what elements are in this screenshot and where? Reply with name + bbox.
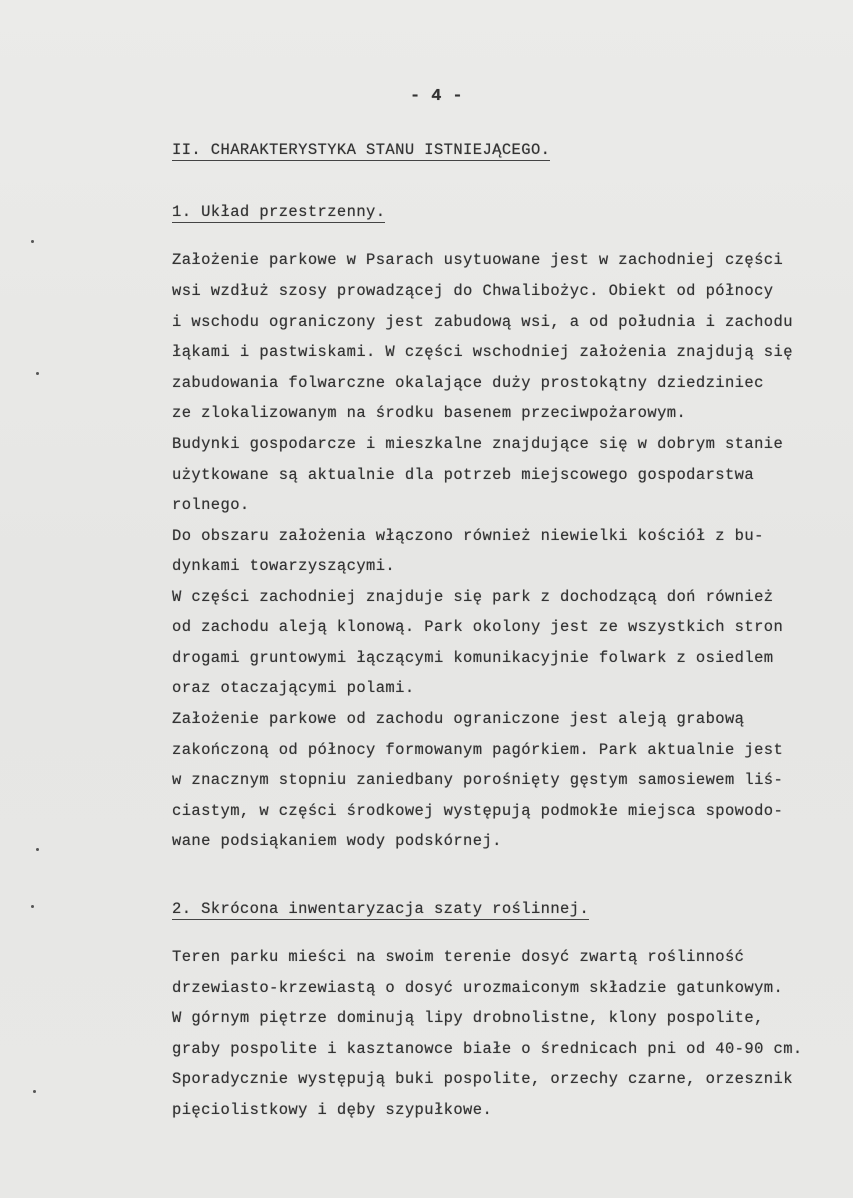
body-line: Do obszaru założenia włączono również niewielki kościół z bu- — [172, 527, 764, 545]
page-number: - 4 - — [410, 87, 464, 106]
body-line: W części zachodniej znajduje się park z dochodzącą doń również — [172, 588, 774, 606]
body-line: Sporadycznie występują buki pospolite, orzechy czarne, orzesznik — [172, 1070, 793, 1088]
scan-speck — [36, 848, 39, 851]
body-line: i wschodu ograniczony jest zabudową wsi, a od południa i zachodu — [172, 313, 793, 331]
body-line: ciastym, w części środkowej występują podmokłe miejsca spowodo- — [172, 802, 784, 820]
body-line: łąkami i pastwiskami. W części wschodniej założenia znajdują się — [172, 343, 793, 361]
section2-heading-text: 2. Skrócona inwentaryzacja szaty roślinnej. — [172, 900, 590, 918]
scan-speck — [36, 372, 39, 375]
body-line: ze zlokalizowanym na środku basenem przeciwpożarowym. — [172, 404, 687, 422]
chapter-title-text: II. CHARAKTERYSTYKA STANU ISTNIEJĄCEGO. — [172, 141, 551, 159]
body-line: Budynki gospodarcze i mieszkalne znajdujące się w dobrym stanie — [172, 435, 784, 453]
body-line: Założenie parkowe w Psarach usytuowane jest w zachodniej części — [172, 251, 784, 269]
body-line: wane podsiąkaniem wody podskórnej. — [172, 832, 502, 850]
scan-speck — [33, 1090, 36, 1093]
scan-speck — [31, 240, 34, 243]
body-line: drzewiasto-krzewiastą o dosyć urozmaiconym składzie gatunkowym. — [172, 979, 784, 997]
body-line: dynkami towarzyszącymi. — [172, 557, 396, 575]
body-line: W górnym piętrze dominują lipy drobnolistne, klony pospolite, — [172, 1009, 764, 1027]
chapter-title — [172, 141, 550, 159]
section2-heading — [172, 900, 589, 918]
body-line: zakończoną od północy formowanym pagórkiem. Park aktualnie jest — [172, 741, 784, 759]
body-line: oraz otaczającymi polami. — [172, 679, 415, 697]
body-line: pięciolistkowy i dęby szypułkowe. — [172, 1101, 493, 1119]
section1-heading — [172, 203, 385, 221]
body-line: w znacznym stopniu zaniedbany porośnięty gęstym samosiewem liś- — [172, 771, 784, 789]
section1-heading-text: 1. Układ przestrzenny. — [172, 203, 386, 221]
body-line: użytkowane są aktualnie dla potrzeb miejscowego gospodarstwa — [172, 466, 755, 484]
scan-speck — [31, 905, 34, 908]
body-line: graby pospolite i kasztanowce białe o średnicach pni od 40-90 cm. — [172, 1040, 803, 1058]
body-line: Założenie parkowe od zachodu ograniczone jest aleją grabową — [172, 710, 745, 728]
body-line: od zachodu aleją klonową. Park okolony jest ze wszystkich stron — [172, 618, 784, 636]
body-line: rolnego. — [172, 496, 250, 514]
body-line: zabudowania folwarczne okalające duży prostokątny dziedziniec — [172, 374, 764, 392]
body-line: Teren parku mieści na swoim terenie dosyć zwartą roślinność — [172, 948, 745, 966]
body-line: drogami gruntowymi łączącymi komunikacyjnie folwark z osiedlem — [172, 649, 774, 667]
body-line: wsi wzdłuż szosy prowadzącej do Chwalibożyc. Obiekt od północy — [172, 282, 774, 300]
